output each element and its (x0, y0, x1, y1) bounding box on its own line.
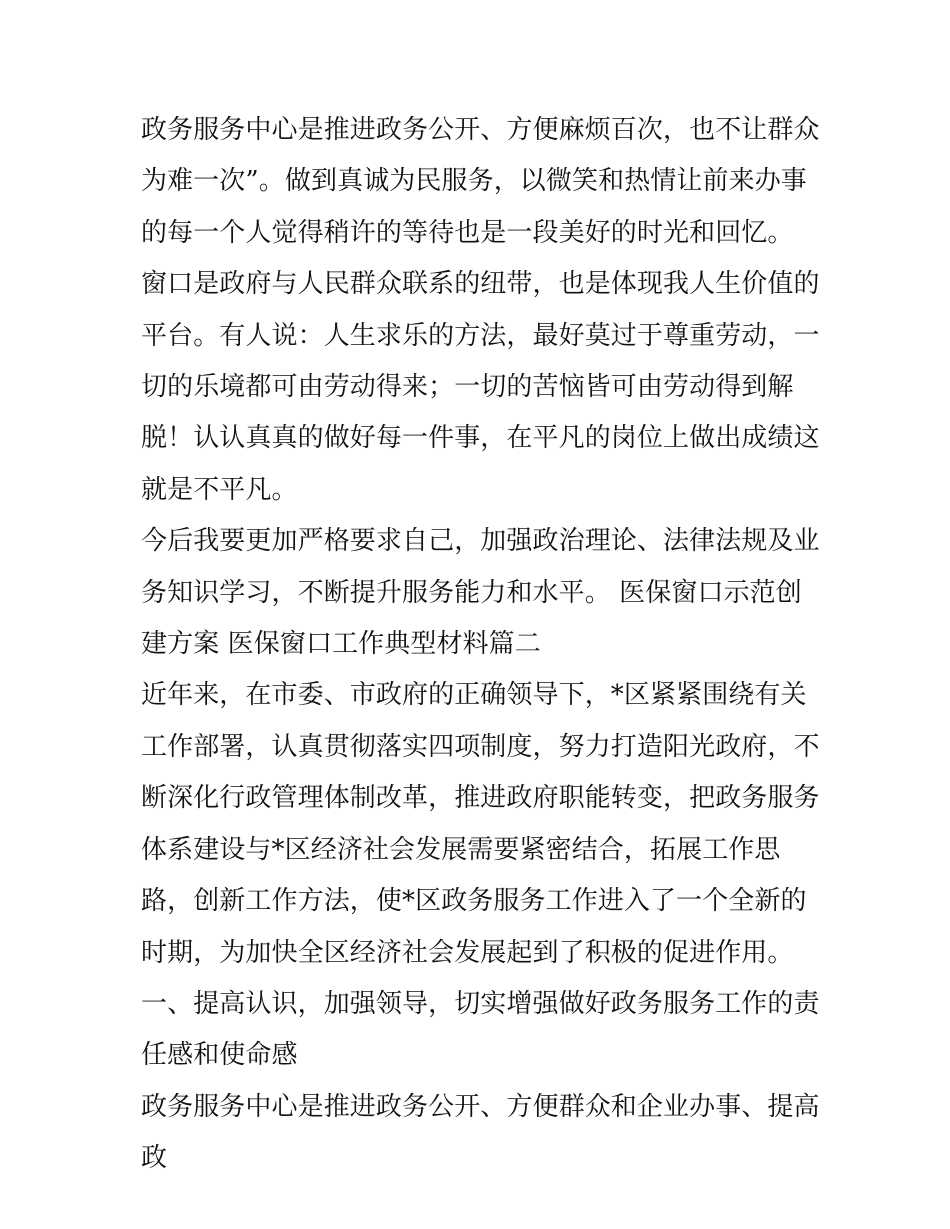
document-body (141, 105, 821, 1185)
paragraph-window-bridge: 窗口是政府与人民群众联系的纽带，也是体现我人生价值的平台。有人说：人生求乐的方法，最好莫过于尊重劳动，一切的乐境都可由劳动得来；一切的苦恼皆可由劳动得到解脱！认认真真的做好每一件事，在平凡的岗位上做出成绩这就是不平凡。 (141, 269, 820, 505)
paragraph-service-center-role: 政务服务中心是推进政务公开、方便群众和企业办事、提高政 (141, 1091, 820, 1174)
paragraph-service-center-intro: 政务服务中心是推进政务公开、方便麻烦百次，也不让群众为难一次”。做到真诚为民服务，以微笑和热情让前来办事的每一个人觉得稍许的等待也是一段美好的时光和回忆。 (141, 115, 820, 248)
paragraph-self-improvement: 今后我要更加严格要求自己，加强政治理论、法律法规及业务知识学习，不断提升服务能力和水平。 医保窗口示范创建方案 医保窗口工作典型材料篇二 (141, 526, 820, 660)
section-heading-raise-awareness: 一、提高认识，加强领导，切实增强做好政务服务工作的责任感和使命感 (141, 988, 820, 1071)
paragraph-recent-years: 近年来，在市委、市政府的正确领导下，*区紧紧围绕有关工作部署，认真贯彻落实四项制度，努力打造阳光政府，不断深化行政管理体制改革，推进政府职能转变，把政务服务体系建设与*区经济社会发展需要紧密结合，拓展工作思路，创新工作方法，使*区政务服务工作进入了一个全新的时期，为加快全区经济社会发展起到了积极的促进作用。 (141, 680, 820, 968)
